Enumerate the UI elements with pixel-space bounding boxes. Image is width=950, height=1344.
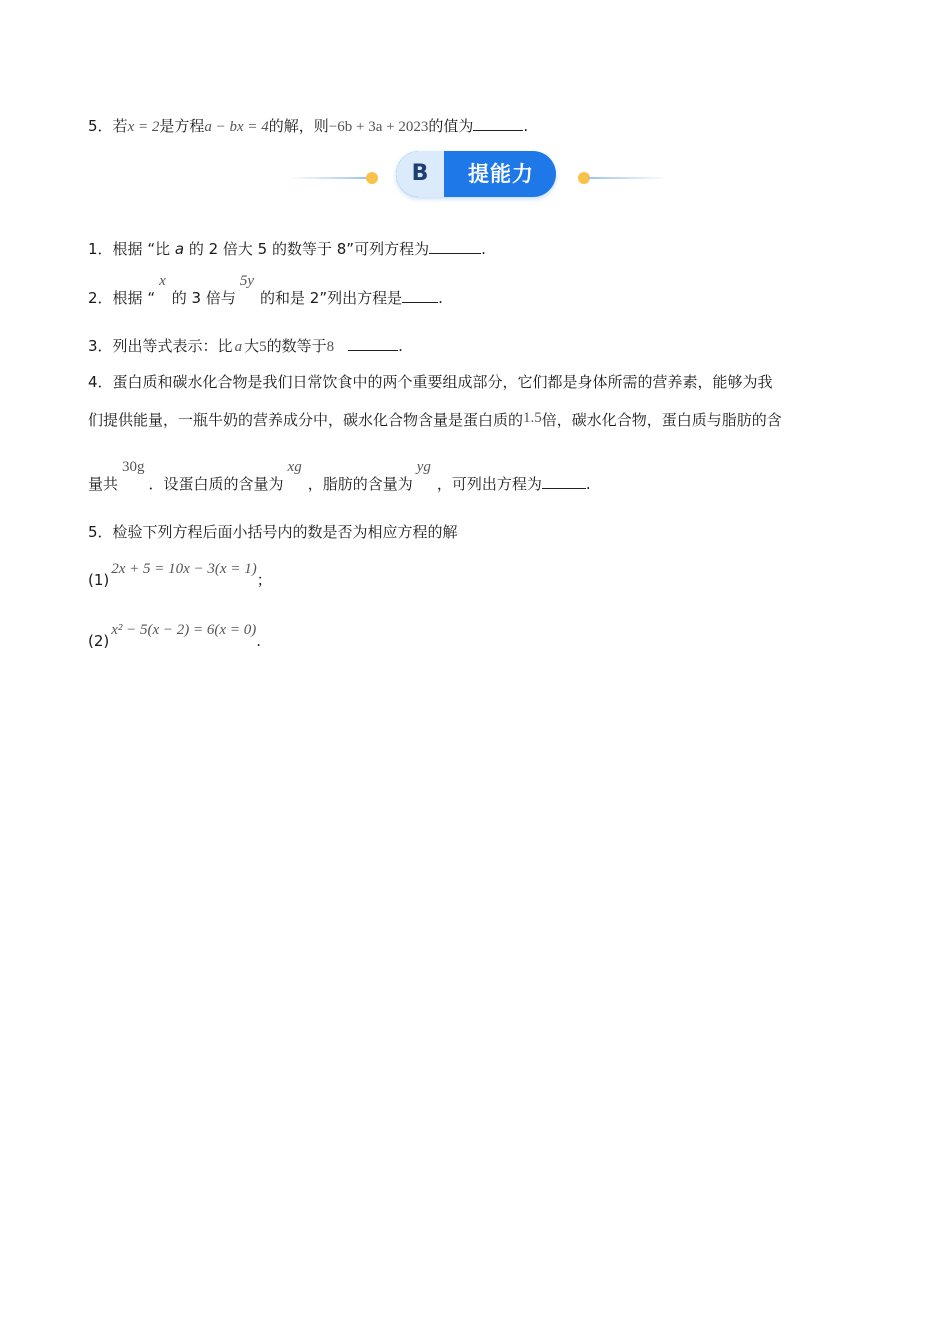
math-number: 8	[326, 339, 335, 355]
question-4-line-3	[88, 459, 591, 495]
question-text: 根据 “比	[112, 240, 175, 258]
question-text: 蛋白质和碳水化合物是我们日常饮食中的两个重要组成部分，它们都是身体所需的营养素，能够为我	[112, 373, 773, 391]
question-text: 是方程	[159, 117, 205, 135]
punctuation: .	[256, 632, 261, 650]
section-banner	[288, 151, 668, 197]
banner-divider-right	[588, 177, 668, 179]
math-expression: a − bx = 4	[204, 119, 269, 135]
question-text: 列出等式表示：比	[112, 337, 233, 355]
question-5-top	[88, 116, 528, 137]
math-variable: a	[174, 240, 185, 258]
math-expression: xg	[287, 459, 302, 475]
part-label: (2)	[88, 632, 110, 650]
question-text: 的 2 倍大 5 的数等于 8”可列方程为	[184, 240, 430, 258]
question-4-line-1	[88, 372, 773, 392]
question-3	[88, 336, 403, 357]
question-text: 们提供能量，一瓶牛奶的营养成分中，碳水化合物含量是蛋白质的	[88, 411, 524, 429]
question-number: 1．	[88, 240, 113, 258]
math-number: 5	[259, 339, 267, 355]
question-text: 大	[244, 337, 260, 355]
question-text: .	[585, 475, 591, 493]
math-equation: x² − 5(x − 2) = 6(x = 0)	[111, 622, 257, 638]
question-text: 倍，碳水化合物，蛋白质与脂肪的含	[541, 411, 782, 429]
question-5-part-2	[88, 622, 261, 652]
math-expression: yg	[416, 459, 431, 475]
banner-dot-left	[366, 172, 378, 184]
question-5-part-1	[88, 561, 272, 591]
question-number: 5．	[88, 117, 113, 135]
part-label: (1)	[88, 571, 110, 589]
math-expression: 30g	[122, 459, 145, 475]
question-text: .	[481, 240, 486, 258]
math-expression: x = 2	[127, 119, 160, 135]
question-1	[88, 239, 486, 259]
question-number: 4．	[88, 373, 113, 391]
question-text: 的数等于	[266, 337, 327, 355]
question-text: ，可列出方程为	[436, 475, 542, 493]
banner-divider-left	[288, 177, 368, 179]
banner-pill	[396, 151, 556, 197]
question-number: 3．	[88, 337, 113, 355]
math-expression: 5y	[239, 273, 255, 289]
answer-blank	[542, 474, 586, 489]
question-text: 的解，则	[268, 117, 329, 135]
question-text: 的值为	[428, 117, 474, 135]
question-number: 2．	[88, 289, 113, 307]
question-2	[88, 273, 443, 309]
banner-title: 提能力	[468, 162, 534, 186]
question-number: 5．	[88, 523, 113, 541]
question-text: 若	[112, 117, 128, 135]
question-text: .	[523, 117, 529, 135]
question-text: .	[438, 289, 443, 307]
math-number: 1.5	[523, 410, 542, 426]
question-text: 量共	[88, 475, 119, 493]
math-equation: 2x + 5 = 10x − 3(x = 1)	[111, 561, 257, 577]
punctuation: ；	[256, 571, 272, 589]
banner-letter: B	[411, 161, 429, 186]
question-5	[88, 522, 458, 542]
question-4-line-2	[88, 410, 782, 431]
question-text: 检验下列方程后面小括号内的数是否为相应方程的解	[112, 523, 458, 541]
answer-blank	[348, 336, 398, 351]
answer-blank	[429, 239, 481, 254]
question-text: ，脂肪的含量为	[307, 475, 413, 493]
question-text: 的 3 倍与	[171, 289, 236, 307]
math-variable: a	[234, 339, 243, 355]
question-text: .	[398, 337, 403, 355]
math-expression: −6b + 3a + 2023	[328, 119, 429, 135]
question-text: 根据 “	[112, 289, 156, 307]
question-text: 的和是 2”列出方程是	[260, 289, 403, 307]
question-text: ．设蛋白质的含量为	[148, 475, 284, 493]
math-expression: x	[159, 273, 166, 289]
answer-blank	[402, 288, 438, 303]
answer-blank	[473, 116, 523, 131]
